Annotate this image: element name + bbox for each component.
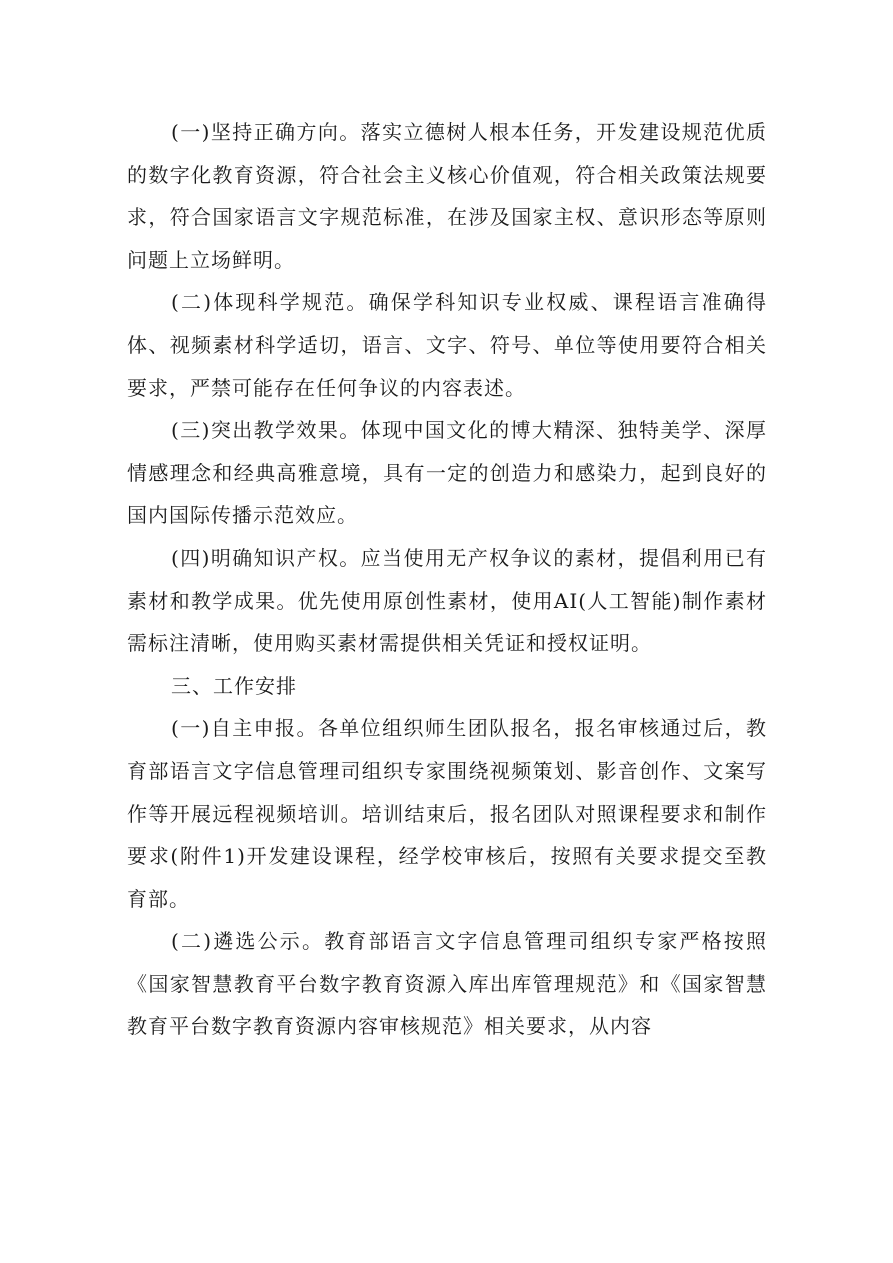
paragraph-principle-1: (一)坚持正确方向。落实立德树人根本任务，开发建设规范优质的数字化教育资源，符合社会主义核心价值观，符合相关政策法规要求，符合国家语言文字规范标准，在涉及国家主权、意识形态等原则问题上立场鲜明。 — [127, 120, 767, 272]
paragraph-principle-4: (四)明确知识产权。应当使用无产权争议的素材，提倡利用已有素材和教学成果。优先使用原创性素材，使用AI(人工智能)制作素材需标注清晰，使用购买素材需提供相关凭证和授权证明。 — [127, 545, 767, 656]
paragraph-arrangement-2: (二)遴选公示。教育部语言文字信息管理司组织专家严格按照《国家智慧教育平台数字教育资源入库出库管理规范》和《国家智慧教育平台数字教育资源内容审核规范》相关要求，从内容 — [127, 929, 767, 1039]
section-heading: 三、工作安排 — [171, 673, 297, 698]
paragraph-principle-2: (二)体现科学规范。确保学科知识专业权威、课程语言准确得体、视频素材科学适切，语言、文字、符号、单位等使用要符合相关要求，严禁可能存在任何争议的内容表述。 — [127, 290, 767, 400]
document-body — [127, 111, 767, 1048]
paragraph-arrangement-1: (一)自主申报。各单位组织师生团队报名，报名审核通过后，教育部语言文字信息管理司组织专家围绕视频策划、影音创作、文案写作等开展远程视频培训。培训结束后，报名团队对照课程要求和制作要求(附件1)开发建设课程，经学校审核后，按照有关要求提交至教育部。 — [127, 716, 767, 911]
paragraph-principle-3: (三)突出教学效果。体现中国文化的博大精深、独特美学、深厚情感理念和经典高雅意境，具有一定的创造力和感染力，起到良好的国内国际传播示范效应。 — [127, 418, 767, 528]
